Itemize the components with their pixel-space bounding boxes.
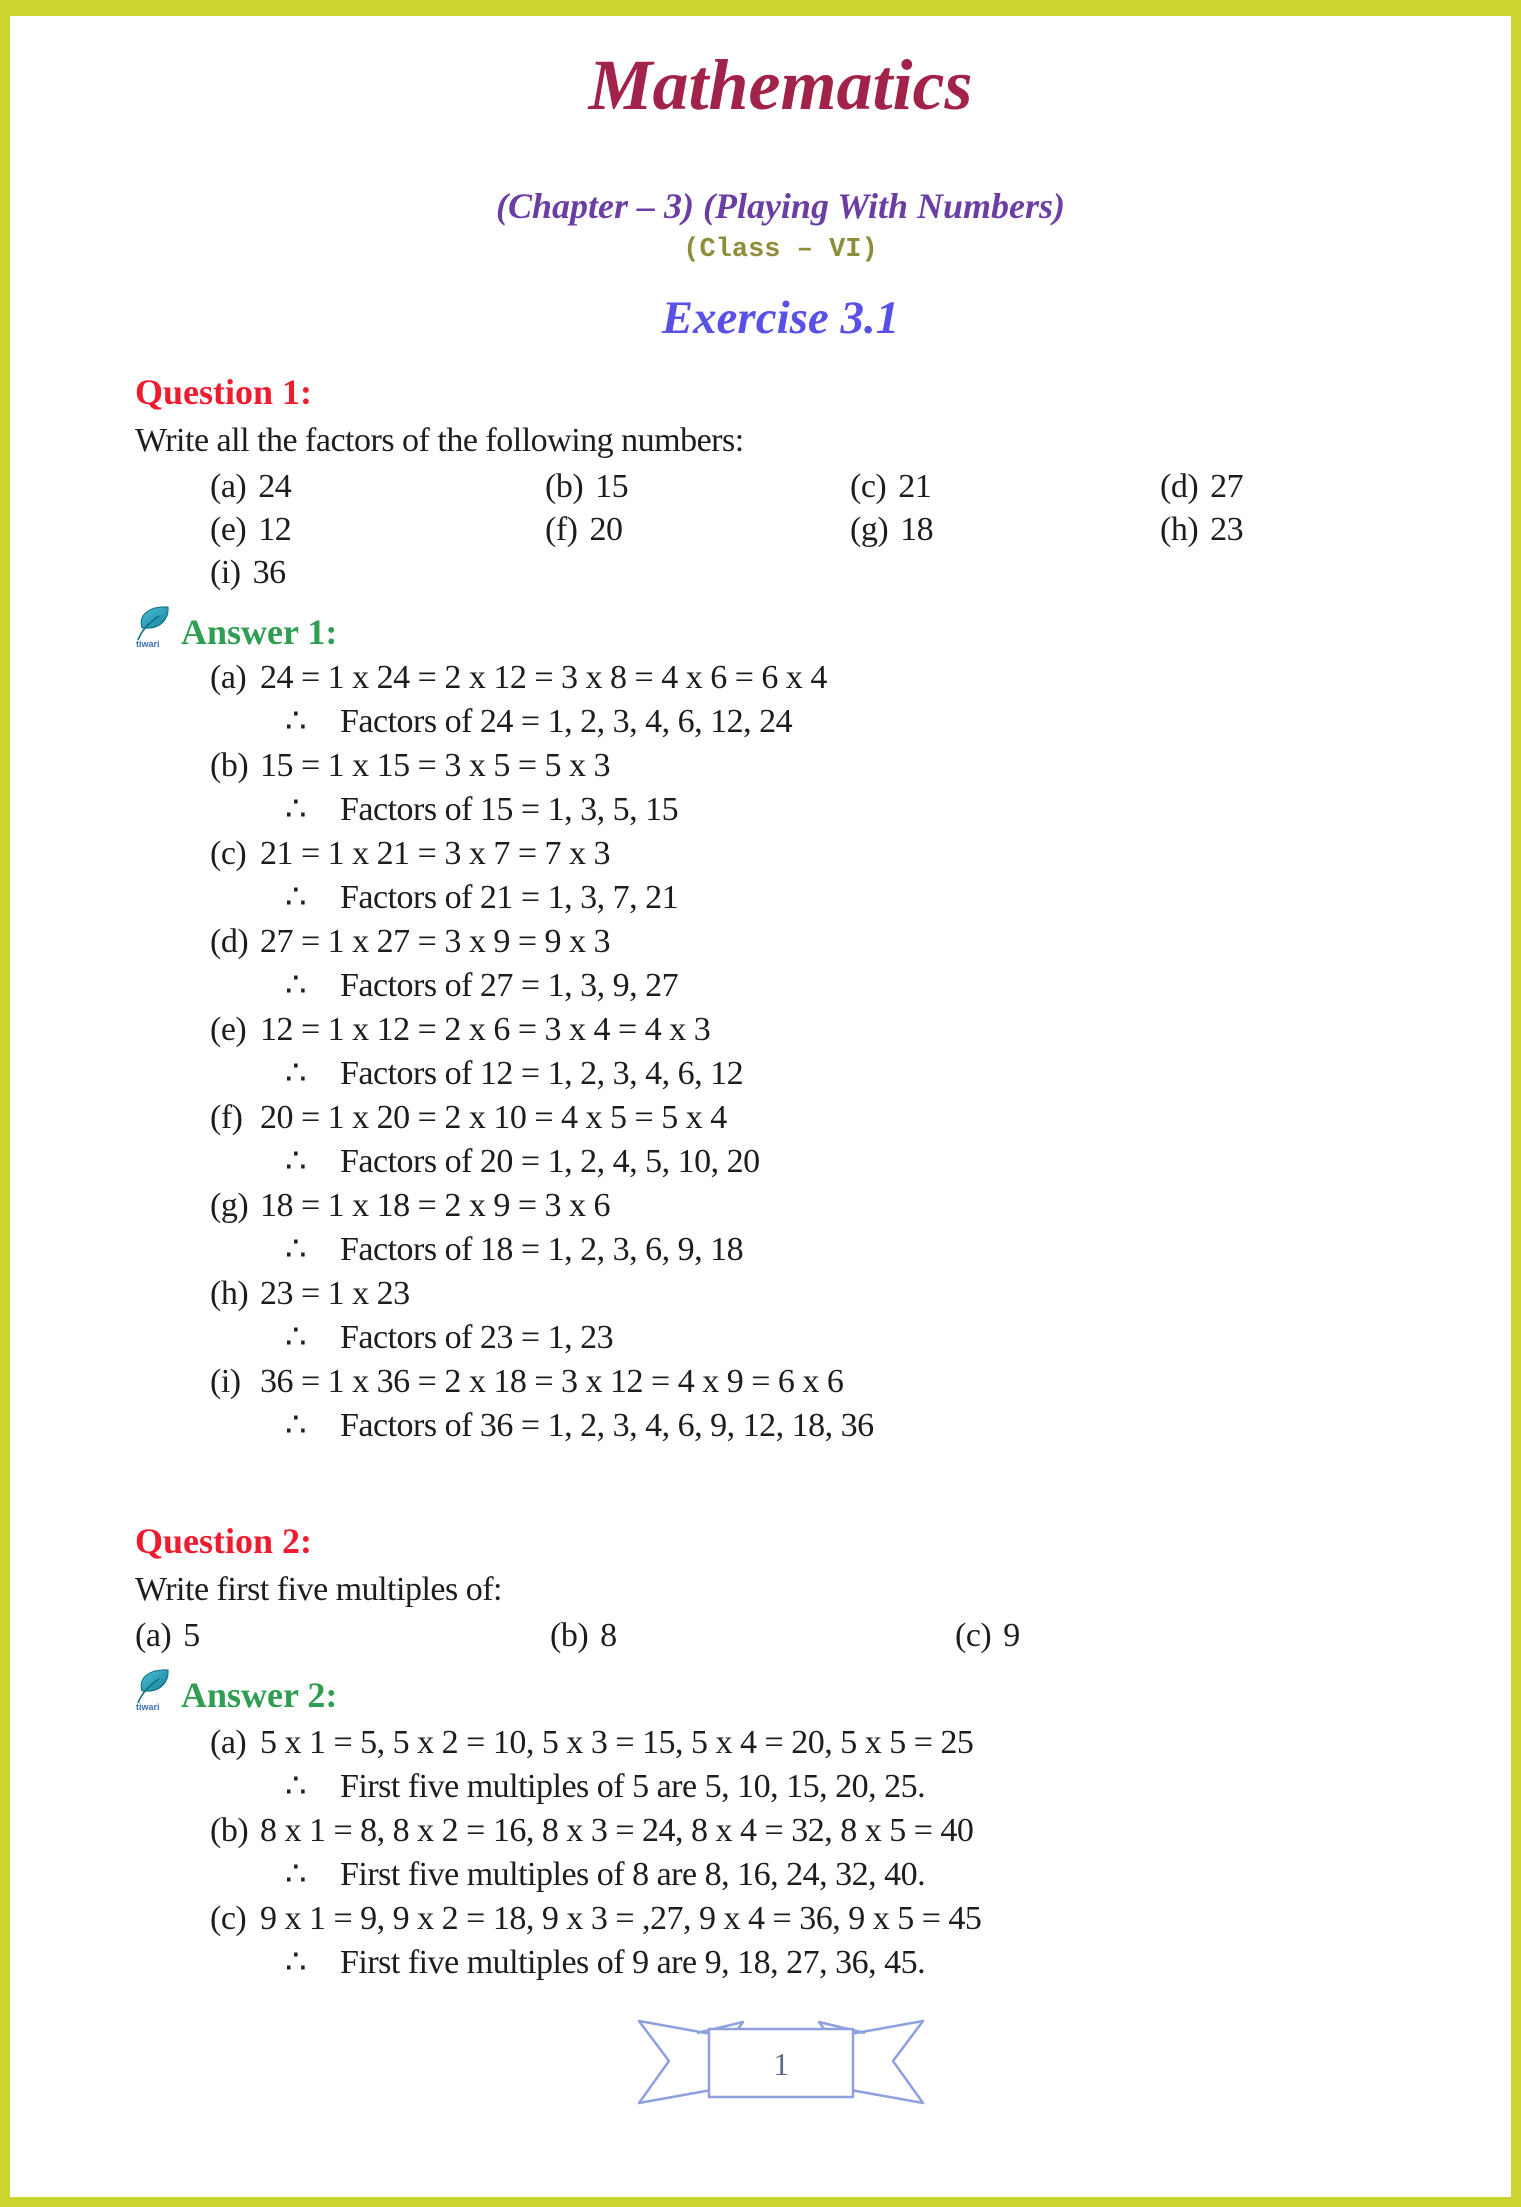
- option-letter: (g): [850, 510, 889, 548]
- option-c: [955, 1614, 1426, 1657]
- option-b: [550, 1614, 955, 1657]
- item-letter: (d): [210, 922, 249, 960]
- page-title: Mathematics: [588, 45, 973, 125]
- equation-text: 24 = 1 x 24 = 2 x 12 = 3 x 8 = 4 x 6 = 6 x 4: [260, 658, 827, 696]
- question-1-label: Question 1:: [135, 371, 313, 412]
- therefore-symbol: ∴: [285, 1230, 307, 1268]
- result-text: Factors of 21 = 1, 3, 7, 21: [340, 878, 679, 916]
- question-1-options: [135, 465, 1426, 594]
- option-value: 21: [898, 467, 932, 505]
- option-letter: (d): [1160, 467, 1199, 505]
- equation-text: 36 = 1 x 36 = 2 x 18 = 3 x 12 = 4 x 9 = 6 x 6: [260, 1362, 844, 1400]
- option-value: 15: [595, 467, 629, 505]
- option-value: 20: [589, 510, 623, 548]
- option-letter: (e): [210, 510, 247, 548]
- answer-result-row: [135, 964, 1426, 1008]
- option-letter: (f): [545, 510, 578, 548]
- option-value: 5: [183, 1616, 200, 1654]
- item-letter: (i): [210, 1362, 241, 1400]
- item-letter: (g): [210, 1186, 249, 1224]
- answer-1-body: [135, 656, 1426, 1448]
- page-content: [10, 44, 1511, 2118]
- answer-result-row: [135, 1140, 1426, 1184]
- result-text: Factors of 18 = 1, 2, 3, 6, 9, 18: [340, 1230, 744, 1268]
- option-letter: (b): [550, 1616, 589, 1654]
- answer-result-row: [135, 1853, 1426, 1897]
- equation-text: 8 x 1 = 8, 8 x 2 = 16, 8 x 3 = 24, 8 x 4 = 32, 8 x 5 = 40: [260, 1811, 974, 1849]
- answer-equation-row: [135, 1008, 1426, 1052]
- answer-result-row: [135, 1941, 1426, 1985]
- answer-2-label: Answer 2:: [181, 1674, 338, 1715]
- item-letter: (b): [210, 746, 249, 784]
- therefore-symbol: ∴: [285, 1142, 307, 1180]
- answer-1-heading: [135, 600, 1426, 652]
- answer-equation-row: [135, 744, 1426, 788]
- option-value: 23: [1210, 510, 1244, 548]
- chapter-heading: (Chapter – 3) (Playing With Numbers): [495, 185, 1066, 226]
- result-text: Factors of 36 = 1, 2, 3, 4, 6, 9, 12, 18, 36: [340, 1406, 874, 1444]
- answer-equation-row: [135, 1272, 1426, 1316]
- answer-equation-row: [135, 920, 1426, 964]
- answer-result-row: [135, 788, 1426, 832]
- item-letter: (c): [210, 1899, 247, 1937]
- equation-text: 15 = 1 x 15 = 3 x 5 = 5 x 3: [260, 746, 611, 784]
- equation-text: 9 x 1 = 9, 9 x 2 = 18, 9 x 3 = ,27, 9 x 4 = 36, 9 x 5 = 45: [260, 1899, 982, 1937]
- answer-result-row: [135, 1765, 1426, 1809]
- result-text: Factors of 24 = 1, 2, 3, 4, 6, 12, 24: [340, 702, 793, 740]
- answer-equation-row: [135, 1184, 1426, 1228]
- answer-equation-row: [135, 1809, 1426, 1853]
- option-f: [545, 508, 850, 551]
- option-value: 12: [258, 510, 292, 548]
- answer-2-body: [135, 1721, 1426, 1985]
- option-letter: (a): [210, 467, 247, 505]
- answer-equation-row: [135, 1897, 1426, 1941]
- answer-result-row: [135, 1316, 1426, 1360]
- equation-text: 18 = 1 x 18 = 2 x 9 = 3 x 6: [260, 1186, 611, 1224]
- exercise-heading: Exercise 3.1: [661, 291, 900, 344]
- therefore-symbol: ∴: [285, 878, 307, 916]
- answer-1-label: Answer 1:: [181, 611, 338, 652]
- option-letter: (i): [210, 553, 241, 591]
- result-text: Factors of 12 = 1, 2, 3, 4, 6, 12: [340, 1054, 744, 1092]
- option-c: [850, 465, 1160, 508]
- answer-result-row: [135, 1404, 1426, 1448]
- logo-wordmark: tiwari: [136, 1701, 160, 1711]
- tiwari-leaf-logo-icon: [135, 604, 171, 656]
- page-number-ribbon: [631, 2013, 931, 2109]
- item-letter: (h): [210, 1274, 249, 1312]
- option-value: 8: [600, 1616, 617, 1654]
- equation-text: 27 = 1 x 27 = 3 x 9 = 9 x 3: [260, 922, 611, 960]
- answer-equation-row: [135, 832, 1426, 876]
- option-value: 9: [1003, 1616, 1020, 1654]
- therefore-symbol: ∴: [285, 1054, 307, 1092]
- option-g: [850, 508, 1160, 551]
- option-h: [1160, 508, 1426, 551]
- item-letter: (a): [210, 658, 247, 696]
- option-letter: (h): [1160, 510, 1199, 548]
- item-letter: (a): [210, 1723, 247, 1761]
- question-2-label: Question 2:: [135, 1520, 313, 1561]
- class-heading: (Class – VI): [683, 234, 878, 265]
- tiwari-leaf-logo-icon: [135, 1667, 171, 1719]
- result-text: Factors of 23 = 1, 23: [340, 1318, 614, 1356]
- answer-equation-row: [135, 1360, 1426, 1404]
- result-text: First five multiples of 9 are 9, 18, 27, 36, 45.: [340, 1943, 926, 1981]
- therefore-symbol: ∴: [285, 1318, 307, 1356]
- option-value: 24: [258, 467, 292, 505]
- answer-2-heading: [135, 1663, 1426, 1715]
- option-letter: (c): [850, 467, 887, 505]
- option-e: [210, 508, 545, 551]
- option-value: 18: [900, 510, 934, 548]
- option-a: [210, 465, 545, 508]
- ribbon-left-tail: [639, 2021, 717, 2103]
- option-value: 36: [252, 553, 286, 591]
- result-text: Factors of 20 = 1, 2, 4, 5, 10, 20: [340, 1142, 760, 1180]
- option-letter: (b): [545, 467, 584, 505]
- option-d: [1160, 465, 1426, 508]
- item-letter: (e): [210, 1010, 247, 1048]
- answer-equation-row: [135, 1721, 1426, 1765]
- option-i: [210, 551, 545, 594]
- equation-text: 12 = 1 x 12 = 2 x 6 = 3 x 4 = 4 x 3: [260, 1010, 711, 1048]
- equation-text: 5 x 1 = 5, 5 x 2 = 10, 5 x 3 = 15, 5 x 4 = 20, 5 x 5 = 25: [260, 1723, 974, 1761]
- option-letter: (c): [955, 1616, 992, 1654]
- option-letter: (a): [135, 1616, 172, 1654]
- item-letter: (b): [210, 1811, 249, 1849]
- therefore-symbol: ∴: [285, 1943, 307, 1981]
- therefore-symbol: ∴: [285, 966, 307, 1004]
- therefore-symbol: ∴: [285, 1855, 307, 1893]
- footer: [135, 2013, 1426, 2118]
- option-a: [135, 1614, 550, 1657]
- equation-text: 23 = 1 x 23: [260, 1274, 410, 1312]
- item-letter: (f): [210, 1098, 243, 1136]
- option-value: 27: [1210, 467, 1244, 505]
- therefore-symbol: ∴: [285, 1767, 307, 1805]
- logo-wordmark: tiwari: [136, 638, 160, 648]
- ribbon-right-tail: [845, 2021, 923, 2103]
- therefore-symbol: ∴: [285, 1406, 307, 1444]
- question-1-prompt: Write all the factors of the following numbers:: [135, 421, 744, 459]
- answer-equation-row: [135, 1096, 1426, 1140]
- therefore-symbol: ∴: [285, 702, 307, 740]
- answer-result-row: [135, 1228, 1426, 1272]
- result-text: Factors of 27 = 1, 3, 9, 27: [340, 966, 679, 1004]
- question-2-prompt: Write first five multiples of:: [135, 1570, 502, 1608]
- answer-result-row: [135, 876, 1426, 920]
- result-text: First five multiples of 5 are 5, 10, 15, 20, 25.: [340, 1767, 926, 1805]
- answer-result-row: [135, 1052, 1426, 1096]
- equation-text: 21 = 1 x 21 = 3 x 7 = 7 x 3: [260, 834, 611, 872]
- page-number: 1: [772, 2045, 789, 2082]
- question-2-options: [135, 1614, 1426, 1657]
- answer-equation-row: [135, 656, 1426, 700]
- option-b: [545, 465, 850, 508]
- therefore-symbol: ∴: [285, 790, 307, 828]
- result-text: First five multiples of 8 are 8, 16, 24, 32, 40.: [340, 1855, 926, 1893]
- item-letter: (c): [210, 834, 247, 872]
- equation-text: 20 = 1 x 20 = 2 x 10 = 4 x 5 = 5 x 4: [260, 1098, 727, 1136]
- answer-result-row: [135, 700, 1426, 744]
- result-text: Factors of 15 = 1, 3, 5, 15: [340, 790, 679, 828]
